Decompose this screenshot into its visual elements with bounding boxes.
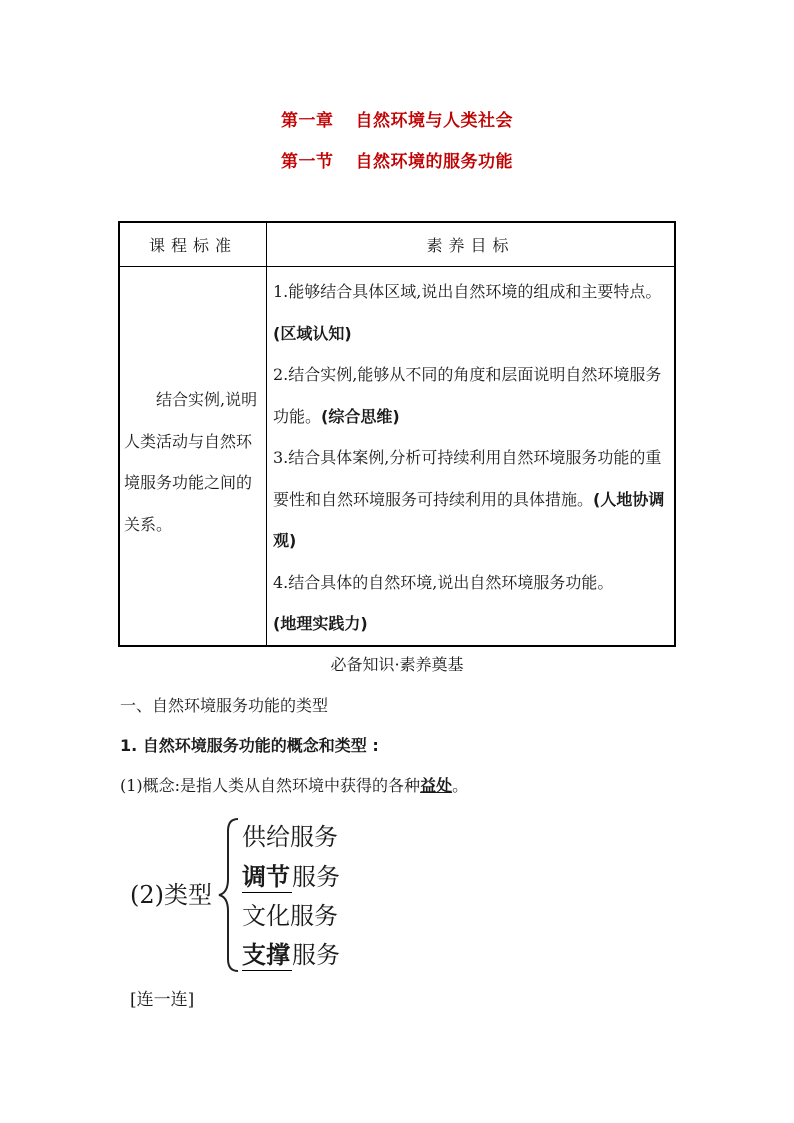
type-regulating: 调节服务 <box>242 857 340 893</box>
goal-item: 1.能够结合具体区域,说出自然环境的组成和主要特点。(区域认知) <box>273 282 662 343</box>
section-number: 第一节 <box>281 152 334 172</box>
standards-table <box>118 221 676 647</box>
concept-answer: 益处 <box>420 776 453 795</box>
goal-tag: (综合思维) <box>321 406 400 426</box>
type-cultural: 文化服务 <box>242 902 338 930</box>
goal-item: 4.结合具体的自然环境,说出自然环境服务功能。 (地理实践力) <box>273 572 614 633</box>
section-heading: 必备知识·素养奠基 <box>330 655 464 674</box>
type-supply: 供给服务 <box>242 823 338 851</box>
type-supporting: 支撑服务 <box>242 935 340 971</box>
section-name: 自然环境的服务功能 <box>355 152 513 172</box>
goal-item: 3.结合具体案例,分析可持续利用自然环境服务功能的重要性和自然环境服务可持续利用的具体措施。(人地协调观) <box>273 448 665 550</box>
brace-icon <box>216 815 242 975</box>
chapter-number: 第一章 <box>281 111 334 131</box>
goal-tag: (区域认知) <box>273 323 352 343</box>
link-exercise-label: [连一连] <box>130 990 195 1010</box>
chapter-name: 自然环境与人类社会 <box>355 111 513 131</box>
types-diagram <box>130 815 450 975</box>
types-lead: (2)类型 <box>130 881 212 909</box>
section-title <box>0 147 794 172</box>
heading-2: 1. 自然环境服务功能的概念和类型 : <box>120 736 379 755</box>
header-course-standard: 课程标准 <box>119 222 267 267</box>
goals-list <box>267 267 674 645</box>
answer-blank: 调节 <box>242 857 292 893</box>
header-literacy-goals: 素养目标 <box>267 222 676 267</box>
heading-1: 一、自然环境服务功能的类型 <box>120 696 329 715</box>
goal-tag: (地理实践力) <box>273 614 368 633</box>
standard-cell <box>119 267 267 646</box>
standard-text: 结合实例,说明人类活动与自然环境服务功能之间的关系。 <box>124 390 258 534</box>
goals-cell <box>267 267 676 646</box>
goal-item: 2.结合实例,能够从不同的角度和层面说明自然环境服务功能。(综合思维) <box>273 365 662 426</box>
goal-tag: (人地协调观) <box>273 489 665 550</box>
chapter-title <box>0 106 794 131</box>
answer-blank: 支撑 <box>242 935 292 971</box>
concept-line: (1)概念:是指人类从自然环境中获得的各种益处。 <box>120 776 469 795</box>
